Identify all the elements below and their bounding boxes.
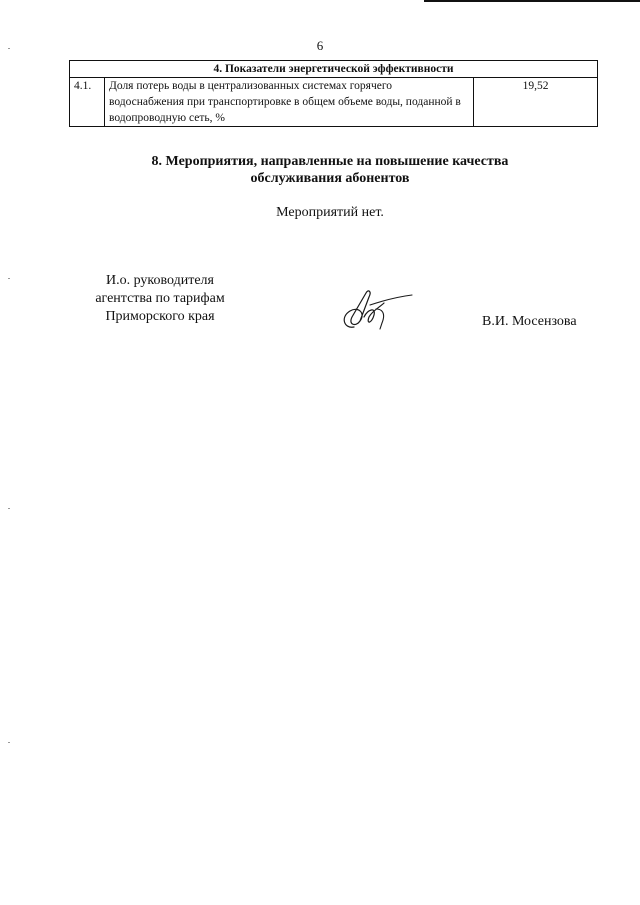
section-8-title-line1: 8. Мероприятия, направленные на повышение качества bbox=[151, 154, 509, 169]
section-8-title bbox=[0, 153, 640, 187]
signer-name: В.И. Мосензова bbox=[482, 314, 577, 329]
signer-position-line1: И.о. руководителя bbox=[105, 273, 214, 288]
page-number: 6 bbox=[316, 38, 324, 53]
top-edge-rule bbox=[424, 0, 640, 2]
scan-margin-mark bbox=[8, 508, 10, 509]
table-row bbox=[70, 78, 598, 127]
row-description: Доля потерь воды в централизованных системах горячего водоснабжения при транспортировке в общем объеме воды, поданной в водопроводную сеть, % bbox=[105, 78, 474, 127]
table-heading-row bbox=[70, 61, 598, 78]
row-number: 4.1. bbox=[70, 78, 105, 127]
table-section-heading: 4. Показатели энергетической эффективности bbox=[70, 61, 598, 78]
row-value: 19,52 bbox=[474, 78, 598, 127]
scan-margin-mark bbox=[8, 278, 10, 279]
no-measures-text: Мероприятий нет. bbox=[276, 205, 384, 220]
scan-margin-mark bbox=[8, 742, 10, 743]
signer-position bbox=[80, 272, 240, 326]
signer-position-line2: агентства по тарифам bbox=[95, 291, 225, 306]
signer-position-line3: Приморского края bbox=[105, 309, 215, 324]
scan-margin-mark bbox=[8, 48, 10, 49]
handwritten-signature-icon bbox=[336, 287, 416, 335]
section-8-title-line2: обслуживания абонентов bbox=[250, 171, 410, 186]
energy-efficiency-table bbox=[69, 60, 598, 127]
